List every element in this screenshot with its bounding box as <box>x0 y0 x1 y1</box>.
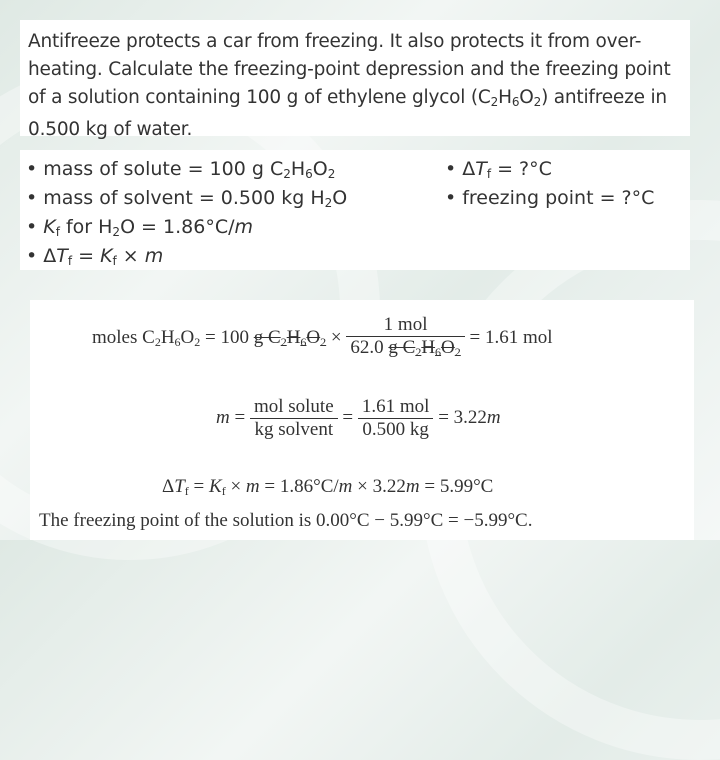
problem-statement-panel <box>20 20 690 140</box>
given-formula: • $\Delta T_f = K_f \times m$ <box>26 242 347 271</box>
given-kf: • $K_f$ for $H_2O = 1.86^\circ C/m$ <box>26 213 347 242</box>
given-list-left <box>26 155 347 271</box>
molality-equation: m = $\frac{\text{mol solute}}{\text{kg solvent}}$ = $\frac{\text{1.61 mol}}{0.500 kg}$ = 3.22m <box>216 396 501 440</box>
conclusion-text: The freezing point of the solution is 0.00°C − 5.99°C = −5.99°C. <box>39 510 533 531</box>
given-values-panel <box>20 150 690 270</box>
unknown-freezing-point: • freezing point = ?°C <box>445 184 654 213</box>
unknown-delta-tf: • $\Delta T_f$ = ?°C <box>445 155 654 184</box>
delta-tf-equation: $\Delta T_f = K_f \times m = 1.86^\circ C/m \times 3.22m = 5.99^\circ C$ <box>162 476 494 498</box>
given-mass-solute: • mass of solute = 100 g $C_2H_6O_2$ <box>26 155 347 184</box>
molar-mass-fraction: $\frac{\text{1 mol}}{62.0 g C_2H_6O_2}$ <box>346 314 464 363</box>
problem-statement: Antifreeze protects a car from freezing. It also protects it from over-heating. Calculate the freezing-point depression and the freezing point of a solution containing 100 g of ethylene glycol $(C_2H_6O_2)$ antifreeze in 0.500 kg of water. <box>28 31 671 140</box>
solution-panel <box>30 300 694 540</box>
given-list-right <box>445 155 654 213</box>
molality-value-fraction: $\frac{\text{1.61 mol}}{0.500 kg}$ <box>358 396 434 441</box>
molality-definition-fraction: $\frac{\text{mol solute}}{\text{kg solvent}}$ <box>250 396 338 441</box>
moles-equation: moles $C_2H_6O_2 = 100$ g $C_2H_6O_2$ × $\frac{\text{1 mol}}{62.0 g C_2H_6O_2}$ = 1.61 mol <box>92 314 553 363</box>
given-mass-solvent: • mass of solvent = 0.500 kg $H_2O$ <box>26 184 347 213</box>
